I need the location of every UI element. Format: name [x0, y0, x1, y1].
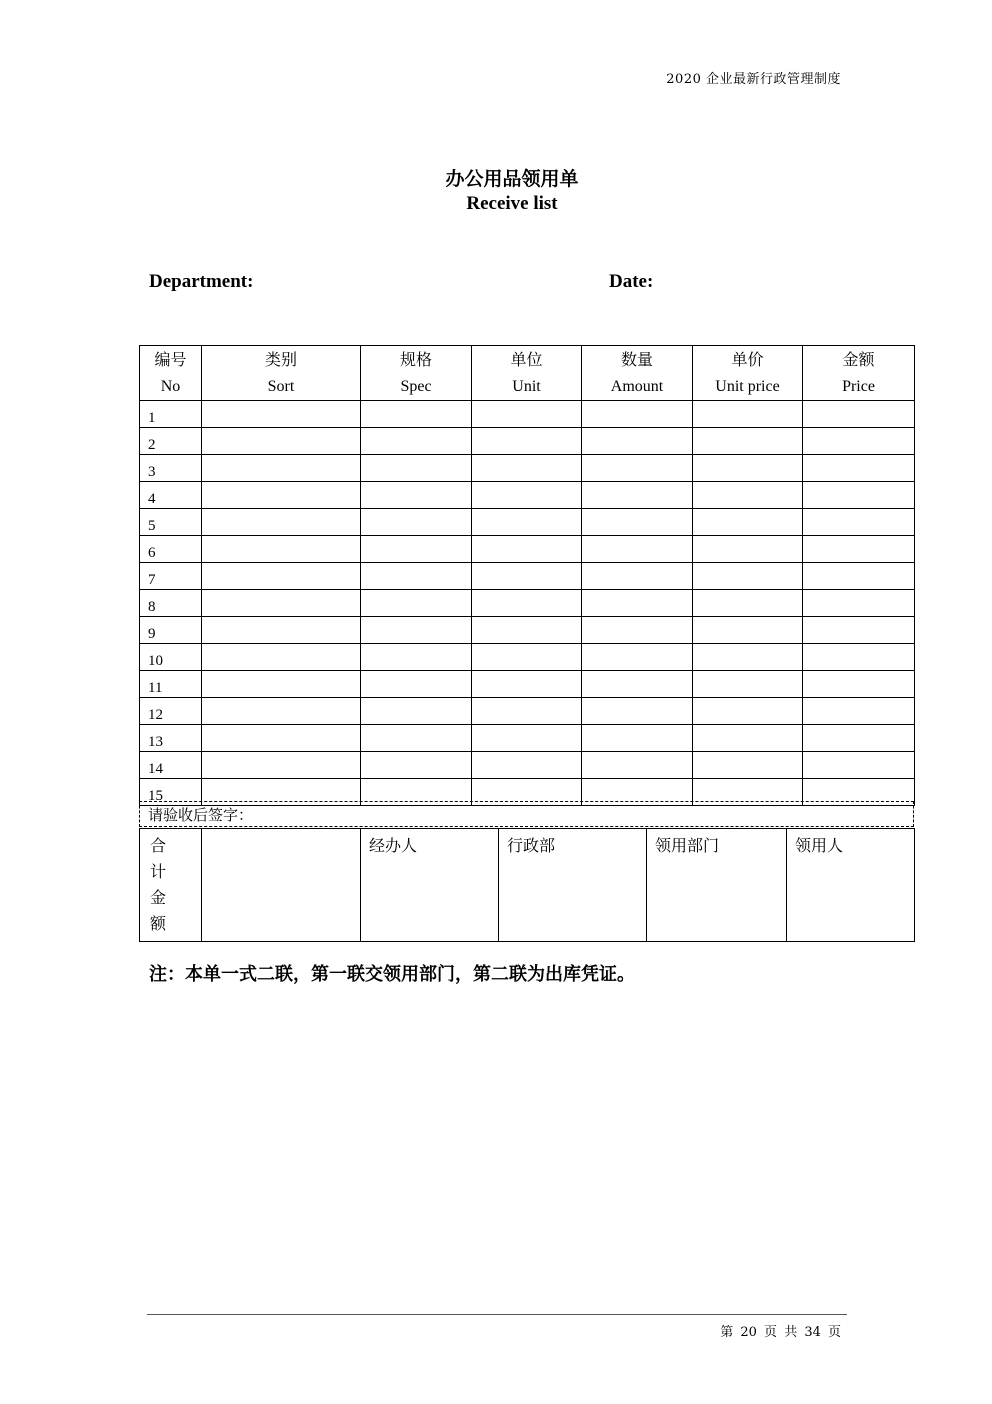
table-cell[interactable] [803, 455, 915, 482]
row-number: 7 [140, 563, 202, 590]
table-cell[interactable] [361, 509, 472, 536]
table-cell[interactable] [582, 563, 693, 590]
table-cell[interactable] [472, 428, 582, 455]
table-cell[interactable] [582, 428, 693, 455]
row-number: 2 [140, 428, 202, 455]
table-cell[interactable] [582, 698, 693, 725]
table-cell[interactable] [361, 752, 472, 779]
table-cell[interactable] [472, 617, 582, 644]
table-cell[interactable] [202, 509, 361, 536]
row-number: 8 [140, 590, 202, 617]
table-header-row [140, 346, 915, 401]
table-cell[interactable] [361, 401, 472, 428]
table-cell[interactable] [582, 671, 693, 698]
table-cell[interactable] [361, 617, 472, 644]
table-cell[interactable] [582, 509, 693, 536]
table-row [140, 671, 915, 698]
row-number: 3 [140, 455, 202, 482]
table-cell[interactable] [803, 401, 915, 428]
table-cell[interactable] [693, 752, 803, 779]
table-cell[interactable] [803, 482, 915, 509]
table-row [140, 563, 915, 590]
table-cell[interactable] [693, 725, 803, 752]
table-cell[interactable] [582, 482, 693, 509]
row-number: 10 [140, 644, 202, 671]
table-cell[interactable] [472, 644, 582, 671]
col-header-unit-price: 单价 Unit price [693, 346, 803, 401]
table-cell[interactable] [693, 536, 803, 563]
table-cell[interactable] [202, 482, 361, 509]
table-row [140, 617, 915, 644]
table-cell[interactable] [582, 455, 693, 482]
table-cell[interactable] [693, 482, 803, 509]
row-number: 4 [140, 482, 202, 509]
table-cell[interactable] [582, 401, 693, 428]
table-cell[interactable] [202, 725, 361, 752]
col-header-no: 编号 No [140, 346, 202, 401]
table-cell[interactable] [803, 536, 915, 563]
table-cell[interactable] [202, 563, 361, 590]
table-row [140, 401, 915, 428]
table-row [140, 482, 915, 509]
table-cell[interactable] [472, 482, 582, 509]
table-cell[interactable] [361, 698, 472, 725]
table-cell[interactable] [202, 536, 361, 563]
row-number: 5 [140, 509, 202, 536]
table-cell[interactable] [693, 698, 803, 725]
table-cell[interactable] [472, 698, 582, 725]
table-cell[interactable] [803, 563, 915, 590]
table-row [140, 644, 915, 671]
receive-table [139, 345, 915, 806]
table-row [140, 752, 915, 779]
table-cell[interactable] [202, 617, 361, 644]
table-cell[interactable] [472, 455, 582, 482]
table-cell[interactable] [693, 563, 803, 590]
table-cell[interactable] [582, 725, 693, 752]
table-cell[interactable] [472, 752, 582, 779]
table-cell[interactable] [803, 428, 915, 455]
table-cell[interactable] [361, 644, 472, 671]
table-cell[interactable] [472, 590, 582, 617]
table-cell[interactable] [693, 590, 803, 617]
page-number: 第 20 页 共 34 页 [720, 1325, 841, 1340]
header-title: 2020 企业最新行政管理制度 [666, 72, 841, 87]
table-cell[interactable] [472, 725, 582, 752]
table-cell[interactable] [803, 698, 915, 725]
table-cell[interactable] [361, 536, 472, 563]
row-number: 6 [140, 536, 202, 563]
table-cell[interactable] [361, 455, 472, 482]
handler-cell[interactable]: 经办人 [361, 829, 499, 942]
table-cell[interactable] [693, 509, 803, 536]
table-cell[interactable] [693, 401, 803, 428]
table-cell[interactable] [582, 590, 693, 617]
summary-table [139, 828, 915, 942]
table-cell[interactable] [693, 671, 803, 698]
table-cell[interactable] [803, 644, 915, 671]
table-cell[interactable] [472, 563, 582, 590]
table-row [140, 509, 915, 536]
table-cell[interactable] [361, 563, 472, 590]
table-row [140, 536, 915, 563]
table-row [140, 698, 915, 725]
signature-row: 请验收后签字： [139, 801, 914, 827]
form-title-en: Receive list [466, 193, 558, 214]
footer-divider [147, 1314, 847, 1315]
table-cell[interactable] [472, 401, 582, 428]
table-cell[interactable] [472, 509, 582, 536]
table-cell[interactable] [803, 725, 915, 752]
receiving-dept-cell[interactable]: 领用部门 [647, 829, 787, 942]
table-cell[interactable] [361, 590, 472, 617]
total-amount-label: 合 计 金 额 [140, 829, 202, 942]
table-cell[interactable] [202, 698, 361, 725]
table-cell[interactable] [472, 536, 582, 563]
row-number: 15 [140, 779, 202, 806]
table-cell[interactable] [202, 671, 361, 698]
table-cell[interactable] [803, 590, 915, 617]
table-cell[interactable] [472, 671, 582, 698]
table-cell[interactable] [202, 455, 361, 482]
col-header-price: 金额 Price [803, 346, 915, 401]
form-note: 注：本单一式二联，第一联交领用部门，第二联为出库凭证。 [149, 964, 635, 985]
col-header-spec: 规格 Spec [361, 346, 472, 401]
col-header-amount: 数量 Amount [582, 346, 693, 401]
table-cell[interactable] [693, 617, 803, 644]
total-amount-cell[interactable] [202, 829, 361, 942]
form-title-cn: 办公用品领用单 [445, 168, 579, 190]
table-cell[interactable] [693, 428, 803, 455]
table-cell[interactable] [582, 536, 693, 563]
table-cell[interactable] [361, 725, 472, 752]
table-cell[interactable] [693, 455, 803, 482]
table-cell[interactable] [361, 671, 472, 698]
table-cell[interactable] [202, 401, 361, 428]
table-cell[interactable] [361, 428, 472, 455]
table-cell[interactable] [803, 509, 915, 536]
table-cell[interactable] [582, 644, 693, 671]
date-label: Date: [609, 271, 654, 292]
table-row [140, 428, 915, 455]
row-number: 12 [140, 698, 202, 725]
department-label: Department: [149, 271, 254, 292]
row-number: 9 [140, 617, 202, 644]
table-cell[interactable] [202, 752, 361, 779]
row-number: 11 [140, 671, 202, 698]
table-cell[interactable] [693, 644, 803, 671]
table-cell[interactable] [803, 671, 915, 698]
col-header-sort: 类别 Sort [202, 346, 361, 401]
row-number: 13 [140, 725, 202, 752]
table-cell[interactable] [202, 428, 361, 455]
table-cell[interactable] [803, 752, 915, 779]
table-cell[interactable] [202, 644, 361, 671]
table-row [140, 455, 915, 482]
table-cell[interactable] [361, 482, 472, 509]
table-cell[interactable] [803, 617, 915, 644]
row-number: 1 [140, 401, 202, 428]
table-cell[interactable] [202, 590, 361, 617]
row-number: 14 [140, 752, 202, 779]
col-header-unit: 单位 Unit [472, 346, 582, 401]
admin-dept-cell[interactable]: 行政部 [499, 829, 647, 942]
table-cell[interactable] [582, 752, 693, 779]
table-cell[interactable] [582, 617, 693, 644]
receiver-cell[interactable]: 领用人 [787, 829, 915, 942]
table-row [140, 725, 915, 752]
table-row [140, 590, 915, 617]
